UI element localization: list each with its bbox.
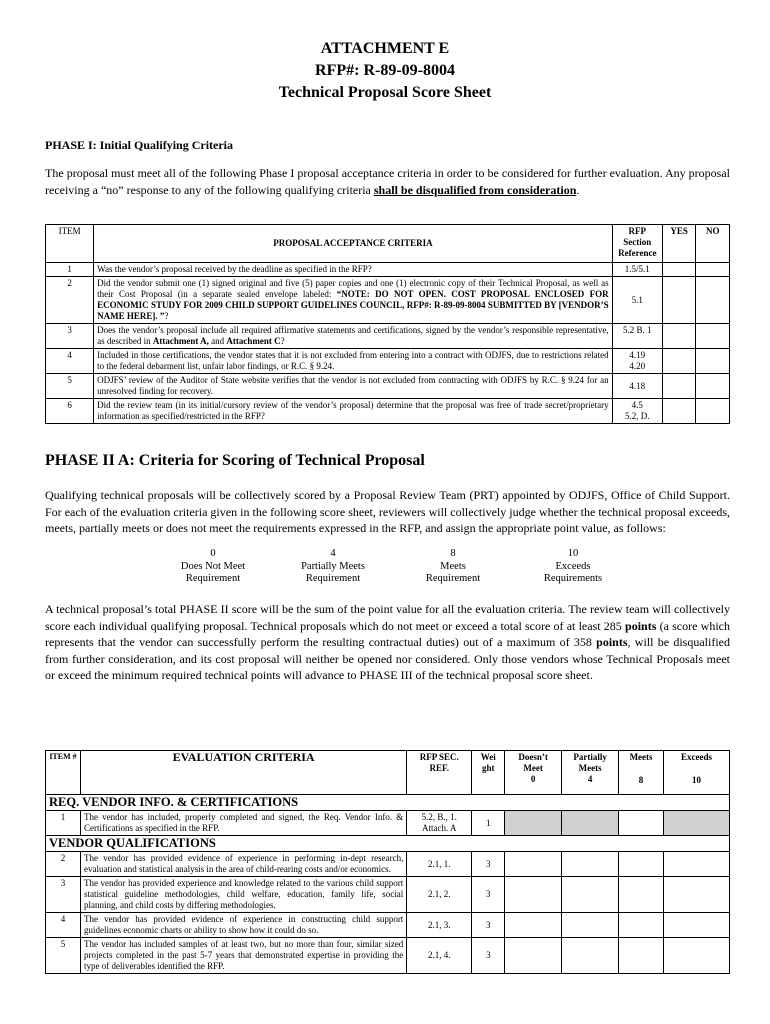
score-cell[interactable] (619, 877, 664, 913)
phase1-intro: The proposal must meet all of the following Phase I proposal acceptance criteria in order to be considered for further evaluation. Any proposal receiving a “no” response to any of the following qualifying criteria shall be disqualified from consideration. (45, 166, 730, 197)
scale-item: 8 Meets Requirement (425, 548, 481, 584)
score-cell[interactable] (619, 913, 664, 938)
table-row: 4 The vendor has provided evidence of experience in constructing child support guidelines economic charts or ability to show how it could do so. 2.1, 3. 3 (46, 913, 730, 938)
table-row: 4 Included in those certifications, the vendor states that it is not excluded from entering into a contract with ODJFS, due to restrictions related to the federal debarment list, unfair labor findings, or R.C. § 9.24. 4.19 4.20 (46, 349, 730, 374)
yes-cell[interactable] (662, 263, 696, 277)
phase2-intro: Qualifying technical proposals will be collectively scored by a Proposal Review Team (PRT) appointed by ODJFS, Office of Child Support. For each of the evaluation criteria given in the following score sheet, reviewers will collectively judge whether the technical proposal exceeds, meets, partially meets or does not meet the requirements expressed in the RFP, and assign the appropriate point value, as follows: (45, 488, 730, 535)
score-cell[interactable] (664, 852, 730, 877)
col-criteria-header: PROPOSAL ACCEPTANCE CRITERIA (94, 225, 612, 263)
table-row: 3 The vendor has provided experience and knowledge related to the various child support statistical guideline methodologies, child welfare, education, family life, social planning, and child costs by differing methodologies. 2.1, 2. 3 (46, 877, 730, 913)
score-cell[interactable] (562, 811, 619, 836)
score-cell[interactable] (664, 913, 730, 938)
table-row: 5 The vendor has included samples of at least two, but no more than four, similar sized projects completed in the past 5-7 years that demonstrated expertise in providing the type of deliverables identified the RFP. 2.1, 4. 3 (46, 938, 730, 974)
yes-cell[interactable] (662, 374, 696, 399)
col-item-header: ITEM (46, 225, 94, 263)
col-item-header: ITEM # (46, 751, 81, 795)
table-row: 5 ODJFS’ review of the Auditor of State website verifies that the vendor is not excluded from contracting with ODJFS by R.C. § 9.24 for an unresolved finding for recovery. 4.18 (46, 374, 730, 399)
col-partially-meets-header: Partially Meets 4 (562, 751, 619, 795)
acceptance-criteria-table (45, 224, 730, 424)
attachment-title: ATTACHMENT E (320, 40, 450, 57)
phase2-heading: PHASE II A: Criteria for Scoring of Technical Proposal (45, 452, 425, 469)
yes-cell[interactable] (662, 277, 696, 324)
table-row: 3 Does the vendor’s proposal include all required affirmative statements and certifications, signed by the vendor’s responsible representative, as described in Attachment A, and Attachment C? 5.2 B. 1 (46, 324, 730, 349)
col-no-header: NO (696, 225, 730, 263)
score-cell[interactable] (664, 811, 730, 836)
section-header: REQ. VENDOR INFO. & CERTIFICATIONS (46, 795, 730, 811)
phase2-scoring-paragraph: A technical proposal’s total PHASE II score will be the sum of the point value for all the evaluation criteria. The review team will collectively score each individual qualifying proposal. Technical proposals which do not meet or exceed a total score of at least 285 points (a score which represents that the vendor can successfully perform the resulting contractual duties) out of a maximum of 358 points, will be disqualified from further consideration, and its cost proposal will neither be opened nor considered. Only those vendors whose Technical Proposals meet or exceed the minimum required technical points will advance to PHASE III of the technical proposal score sheet. (45, 602, 730, 682)
col-meets-header: Meets 8 (619, 751, 664, 795)
table-row: 2 Did the vendor submit one (1) signed original and five (5) paper copies and one (1) electronic copy of their Technical Proposal, as well as their Cost Proposal (in a separate sealed envelope labeled: “NOTE: DO NOT OPEN. COST PROPOSAL ENCLOSED FOR ECONOMIC STUDY FOR 2009 CHILD SUPPORT GUIDELINES COUNCIL, RFP#: R-89-09-8004 SUBMITTED BY [VENDOR’S NAME HERE]. ”? 5.1 (46, 277, 730, 324)
score-cell[interactable] (562, 913, 619, 938)
col-ref-header: RFP SEC. REF. (407, 751, 472, 795)
table-row: 1 The vendor has included, properly completed and signed, the Req. Vendor Info. & Certifications as specified in the RFP. 5.2, B., 1. Attach. A 1 (46, 811, 730, 836)
no-cell[interactable] (696, 324, 730, 349)
score-cell[interactable] (505, 811, 562, 836)
score-cell[interactable] (664, 938, 730, 974)
yes-cell[interactable] (662, 349, 696, 374)
score-cell[interactable] (619, 811, 664, 836)
score-cell[interactable] (562, 877, 619, 913)
phase1-heading: PHASE I: Initial Qualifying Criteria (45, 138, 234, 152)
score-cell[interactable] (562, 938, 619, 974)
no-cell[interactable] (696, 374, 730, 399)
score-cell[interactable] (619, 938, 664, 974)
scale-item: 0 Does Not Meet Requirement (180, 548, 246, 584)
no-cell[interactable] (696, 399, 730, 424)
col-exceeds-header: Exceeds 10 (664, 751, 730, 795)
score-cell[interactable] (505, 877, 562, 913)
col-yes-header: YES (662, 225, 696, 263)
yes-cell[interactable] (662, 399, 696, 424)
score-cell[interactable] (619, 852, 664, 877)
no-cell[interactable] (696, 349, 730, 374)
score-cell[interactable] (562, 852, 619, 877)
score-cell[interactable] (505, 852, 562, 877)
rfp-number: RFP#: R-89-09-8004 (315, 62, 455, 79)
table-row: 1 Was the vendor’s proposal received by the deadline as specified in the RFP? 1.5/5.1 (46, 263, 730, 277)
yes-cell[interactable] (662, 324, 696, 349)
score-cell[interactable] (505, 913, 562, 938)
table-row: 2 The vendor has provided evidence of experience in performing in-dept research, evaluation and statistical analysis in the area of child-rearing costs and/or economics. 2.1, 1. 3 (46, 852, 730, 877)
disqualified-emphasis: shall be disqualified from consideration (373, 182, 577, 197)
document-title: Technical Proposal Score Sheet (278, 84, 492, 101)
scale-item: 10 Exceeds Requirements (543, 548, 603, 584)
col-ref-header: RFP Section Reference (612, 225, 662, 263)
col-criteria-header: EVALUATION CRITERIA (80, 751, 406, 795)
section-header: VENDOR QUALIFICATIONS (46, 836, 730, 852)
no-cell[interactable] (696, 263, 730, 277)
score-cell[interactable] (505, 938, 562, 974)
no-cell[interactable] (696, 277, 730, 324)
score-cell[interactable] (664, 877, 730, 913)
col-doesnt-meet-header: Doesn’t Meet 0 (505, 751, 562, 795)
table-row: 6 Did the review team (in its initial/cursory review of the vendor’s proposal) determine that the proposal was free of trade secret/proprietary information as specified/restricted in the RFP? 4.5 5.2, D. (46, 399, 730, 424)
evaluation-criteria-table (45, 750, 730, 974)
scale-item: 4 Partially Meets Requirement (301, 548, 365, 584)
col-weight-header: Wei ght (472, 751, 505, 795)
